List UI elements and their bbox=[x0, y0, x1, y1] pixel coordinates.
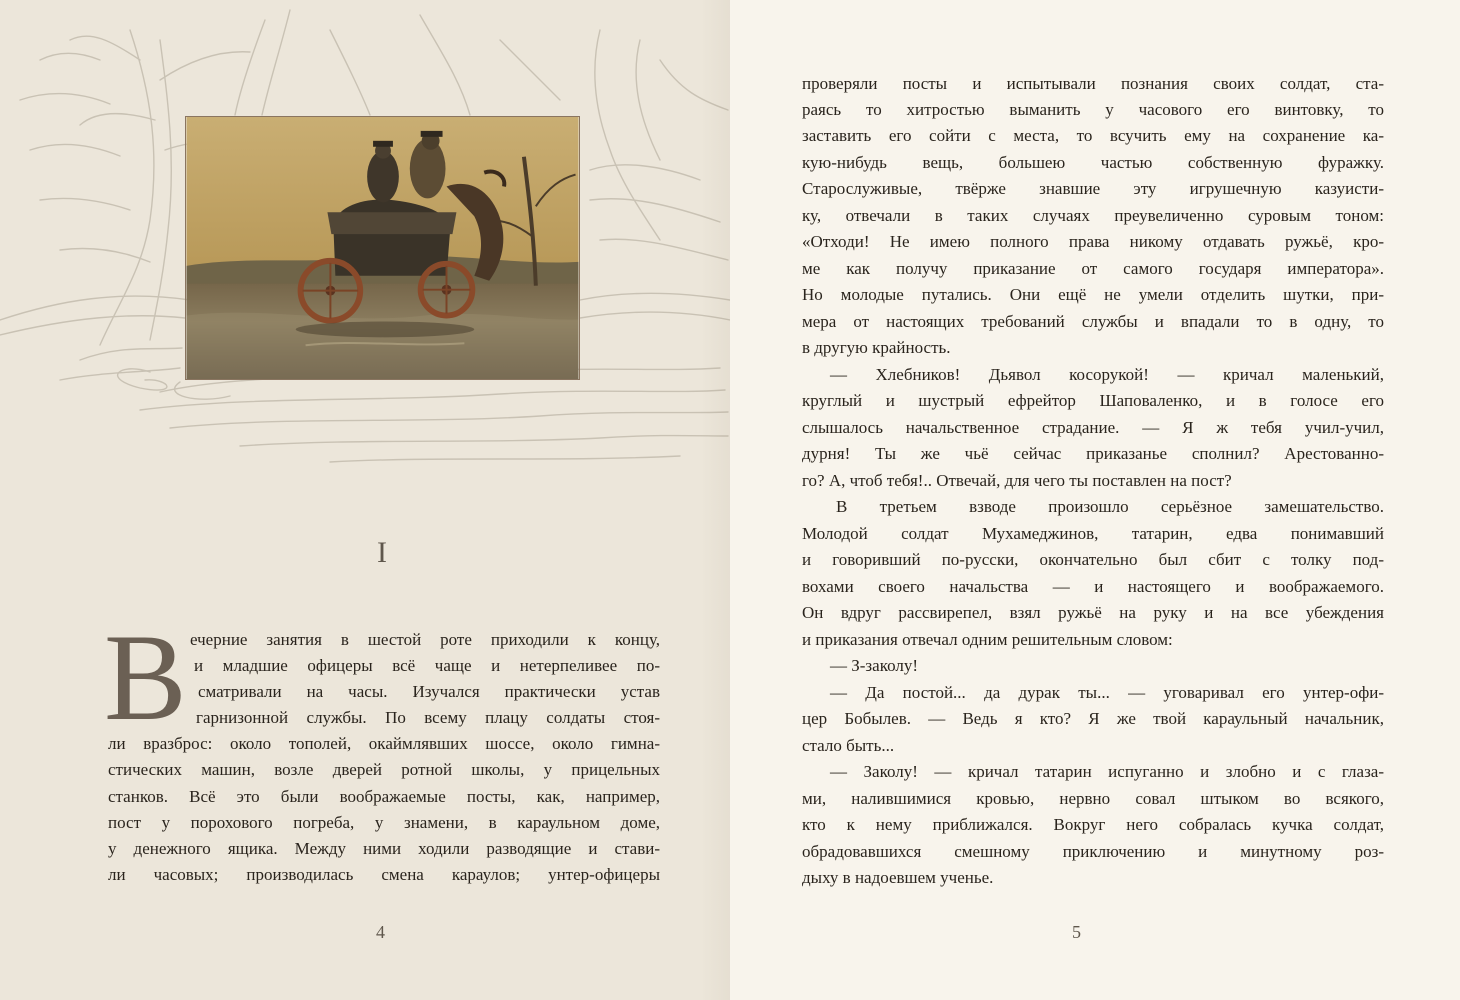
text-line: и младшие офицеры всё чаще и нетерпеливее по- bbox=[194, 656, 660, 675]
text-line: кую-нибудь вещь, большею частью собственную фуражку. bbox=[802, 153, 1384, 172]
text-line: ли часовых; производилась смена караулов; унтер-офицеры bbox=[108, 865, 660, 884]
text-line: у денежного ящика. Между ними ходили разводящие и стави- bbox=[108, 839, 660, 858]
text-line: ечерние занятия в шестой роте приходили к концу, bbox=[190, 630, 660, 649]
text-line: вохами своего начальства — и настоящего и воображаемого. bbox=[802, 577, 1384, 596]
text-line: дыху в надоевшем ученье. bbox=[802, 868, 994, 887]
text-line: в другую крайность. bbox=[802, 338, 951, 357]
illustration-carriage-painting bbox=[185, 116, 580, 380]
text-line: слышалось начальственное страдание. — Я ж тебя учил-учил, bbox=[802, 418, 1384, 437]
text-line: Он вдруг рассвирепел, взял ружьё на руку и на все убеждения bbox=[802, 603, 1384, 622]
text-line: ми, налившимися кровью, нервно совал штыком во всякого, bbox=[802, 789, 1384, 808]
text-line: заставить его сойти с места, то всучить ему на сохранение ка- bbox=[802, 126, 1384, 145]
text-line: сматривали на часы. Изучался практически устав bbox=[198, 682, 660, 701]
text-line: — Заколу! — кричал татарин испуганно и злобно и с глаза- bbox=[830, 762, 1384, 781]
text-line: Старослуживые, твёрже знавшие эту игрушечную казуисти- bbox=[802, 179, 1384, 198]
text-line: гарнизонной службы. По всему плацу солдаты стоя- bbox=[196, 708, 660, 727]
text-line: круглый и шустрый ефрейтор Шаповаленко, и в голосе его bbox=[802, 391, 1384, 410]
text-line: ли вразброс: около тополей, окаймлявших шоссе, около гимна- bbox=[108, 734, 660, 753]
text-line: и говоривший по-русски, окончательно был сбит с толку под- bbox=[802, 550, 1384, 569]
text-line: мера от настоящих требований службы и впадали то в одну, то bbox=[802, 312, 1384, 331]
drop-cap: В bbox=[104, 609, 187, 746]
text-line: кто к нему приближался. Вокруг него собралась кучка солдат, bbox=[802, 815, 1384, 834]
chapter-numeral: I bbox=[377, 536, 387, 569]
text-line: Но молодые путались. Они ещё не умели отделить шутки, при- bbox=[802, 285, 1384, 304]
text-line: обрадовавшихся смешному приключению и минутному роз- bbox=[802, 842, 1384, 861]
text-line: стических машин, возле дверей ротной школы, у прицельных bbox=[108, 760, 660, 779]
text-line: «Отходи! Не имею полного права никому отдавать ружьё, кро- bbox=[802, 232, 1384, 251]
text-line: — З-заколу! bbox=[830, 656, 919, 675]
text-line: Молодой солдат Мухамеджинов, татарин, едва понимавший bbox=[802, 524, 1384, 543]
text-line: и приказания отвечал одним решительным словом: bbox=[802, 630, 1173, 649]
text-line: ку, отвечали в таких случаях преувеличенно суровым тоном: bbox=[802, 206, 1384, 225]
text-line: раясь то хитростью выманить у часового его винтовку, то bbox=[802, 100, 1384, 119]
text-line: ме как получу приказание от самого государя императора». bbox=[802, 259, 1384, 278]
text-line: станков. Всё это были воображаемые посты, как, например, bbox=[108, 787, 660, 806]
text-line: дурня! Ты же чьё сейчас приказанье сполнил? Арестованно- bbox=[802, 444, 1384, 463]
right-page bbox=[730, 0, 1460, 1000]
page-number-right: 5 bbox=[1072, 922, 1081, 942]
text-line: В третьем взводе произошло серьёзное замешательство. bbox=[836, 497, 1384, 516]
text-line: пост у порохового погреба, у знамени, в караульном доме, bbox=[108, 813, 660, 832]
text-line: проверяли посты и испытывали познания своих солдат, ста- bbox=[802, 74, 1384, 93]
text-line: — Хлебников! Дьявол косорукой! — кричал маленький, bbox=[830, 365, 1384, 384]
page-number-left: 4 bbox=[376, 922, 385, 942]
text-line: — Да постой... да дурак ты... — уговаривал его унтер-офи- bbox=[830, 683, 1384, 702]
text-line: цер Бобылев. — Ведь я кто? Я же твой караульный начальник, bbox=[802, 709, 1384, 728]
gutter-shade bbox=[700, 0, 730, 1000]
text-line: го? А, чтоб тебя!.. Отвечай, для чего ты поставлен на пост? bbox=[802, 471, 1232, 490]
text-line: стало быть... bbox=[802, 736, 895, 755]
